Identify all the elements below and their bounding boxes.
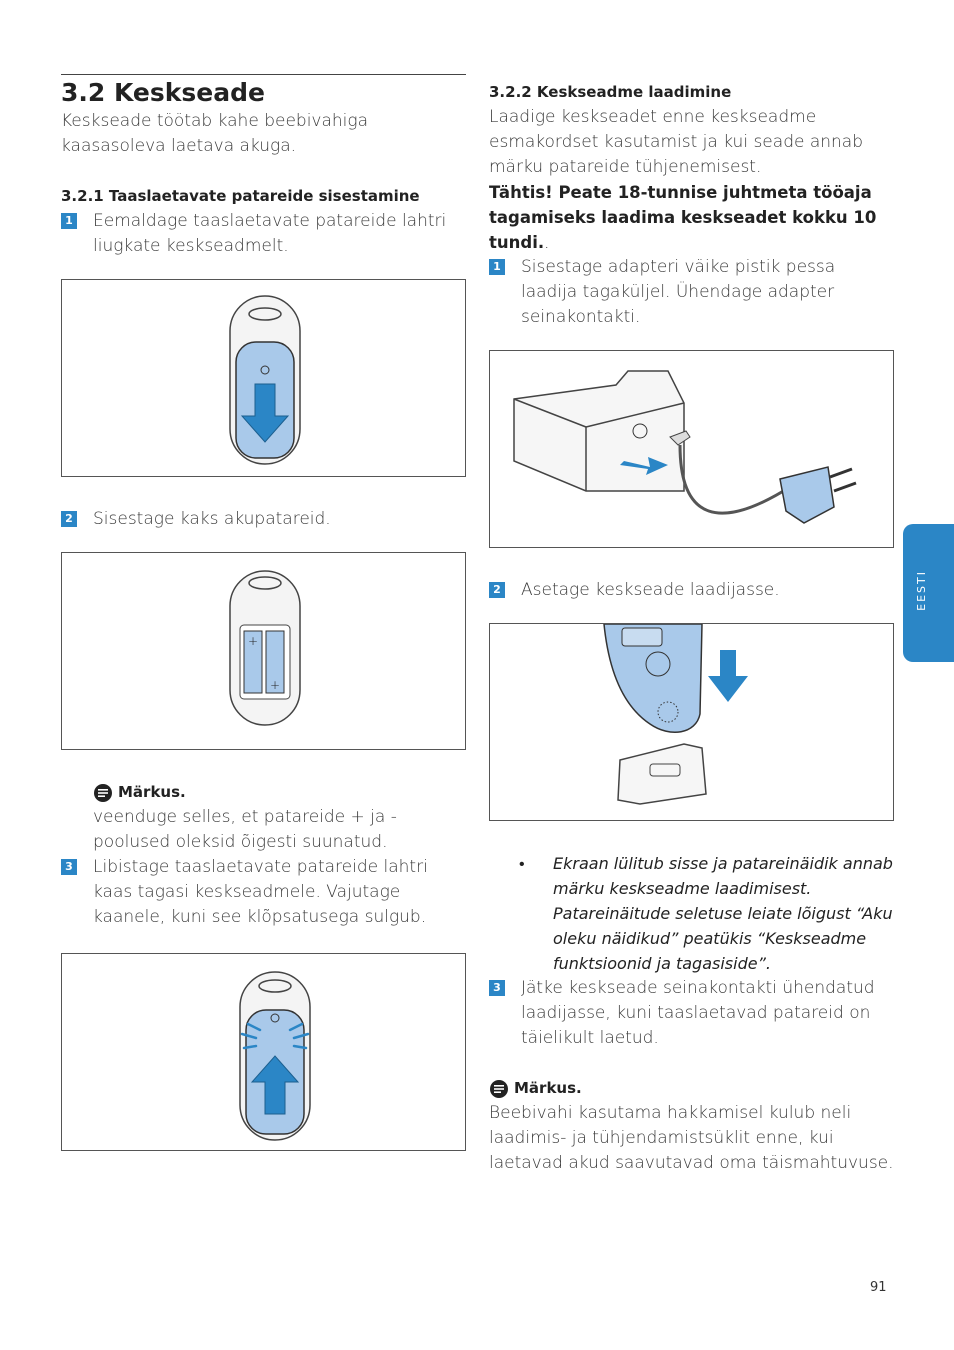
step-number: 1 xyxy=(489,259,505,275)
svg-text:+: + xyxy=(248,634,259,648)
charging-intro: Laadige keskseadet enne keskseadme esmakordset kasutamist ja kui seade annab märku patareide tühjenemisest. xyxy=(489,107,864,177)
section-title: 3.2 Keskseade xyxy=(61,78,265,107)
step-text: Asetage keskseade laadijasse. xyxy=(521,580,780,600)
step-text: Jätke keskseade seinakontakti ühendatud laadijasse, kuni taaslaetavad patareid on täielikult laetud. xyxy=(521,978,875,1048)
bullet-text: Ekraan lülitub sisse ja patareinäidik annab märku keskseadme laadimisest. Patareinäitude seletuse leiate lõigust “Aku oleku näidikud” peatükis “Keskseadme funktsioonid ja tagasiside”. xyxy=(553,854,893,973)
step-number: 3 xyxy=(61,859,77,875)
left-column xyxy=(61,74,466,1151)
step-number: 3 xyxy=(489,980,505,996)
step-1 xyxy=(61,209,466,259)
language-tab xyxy=(903,524,954,662)
step-3 xyxy=(489,976,894,1051)
right-column xyxy=(489,80,894,1176)
step-1 xyxy=(489,255,894,330)
figure-insert-batteries xyxy=(61,552,466,750)
note-title: Märkus. xyxy=(118,783,186,801)
note-title: Märkus. xyxy=(514,1079,582,1097)
page-number: 91 xyxy=(870,1280,887,1295)
figure-connect-adapter xyxy=(489,350,894,548)
close-cover-illustration xyxy=(62,954,467,1152)
step-text: Sisestage adapteri väike pistik pessa laadija tagaküljel. Ühendage adapter seinakontakti. xyxy=(521,257,836,327)
figure-remove-cover xyxy=(61,279,466,477)
step-text: Sisestage kaks akupatareid. xyxy=(93,509,331,529)
figure-close-cover xyxy=(61,953,466,1151)
step-number: 2 xyxy=(61,511,77,527)
note-text: veenduge selles, et patareide + ja - poolused oleksid õigesti suunatud. xyxy=(93,807,397,852)
note-text: Beebivahi kasutama hakkamisel kulub neli laadimis- ja tühjendamistsüklit enne, kui laetavad akud saavutavad oma täismahtuvuse. xyxy=(489,1103,894,1173)
device-into-charger-illustration xyxy=(490,624,895,822)
note-heading xyxy=(489,1076,894,1101)
step-3 xyxy=(61,855,466,930)
step-2 xyxy=(489,578,894,603)
charger-adapter-illustration xyxy=(490,351,895,549)
subsection-title: 3.2.1 Taaslaetavate patareide sisestamine xyxy=(61,187,420,205)
section-intro: Keskseade töötab kahe beebivahiga kaasasoleva laetava akuga. xyxy=(61,111,369,156)
bullet-item xyxy=(519,851,894,976)
batteries-illustration xyxy=(62,553,467,751)
note-heading xyxy=(93,780,466,805)
note-icon xyxy=(93,783,113,803)
device-cover-illustration xyxy=(62,280,467,478)
bullet-dot: • xyxy=(519,854,525,873)
warning-text: Tähtis! Peate 18-tunnise juhtmeta tööaja tagamiseks laadima keskseadet kokku 10 tundi.. xyxy=(489,183,877,252)
figure-place-in-charger xyxy=(489,623,894,821)
svg-text:+: + xyxy=(270,678,281,692)
subsection-title: 3.2.2 Keskseadme laadimine xyxy=(489,83,732,101)
step-number: 2 xyxy=(489,582,505,598)
step-2 xyxy=(61,507,466,532)
note-icon xyxy=(489,1079,509,1099)
language-tab-label: EESTI xyxy=(915,570,928,611)
step-text: Libistage taaslaetavate patareide lahtri kaas tagasi keskseadmele. Vajutage kaanele, kuni see klõpsatusega sulgub. xyxy=(93,857,428,927)
step-number: 1 xyxy=(61,213,77,229)
top-rule xyxy=(61,74,466,75)
step-text: Eemaldage taaslaetavate patareide lahtri liugkate keskseadmelt. xyxy=(93,211,447,256)
